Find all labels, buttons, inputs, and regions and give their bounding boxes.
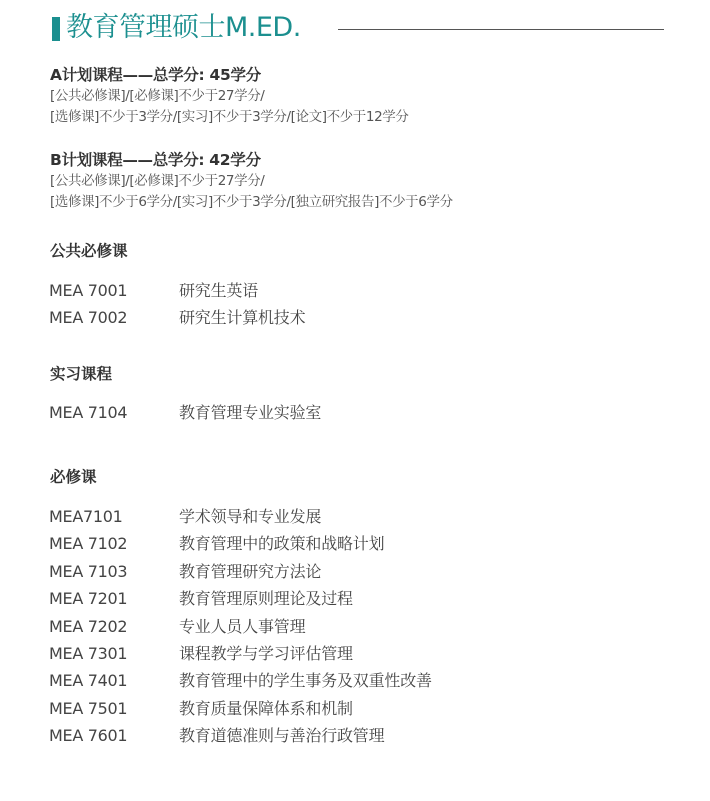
course-name: 研究生英语 <box>179 281 259 300</box>
course-name: 教育管理专业实验室 <box>179 403 322 422</box>
course-name: 教育管理研究方法论 <box>179 561 322 581</box>
course-row <box>49 503 549 530</box>
course-name: 教育管理原则理论及过程 <box>179 589 353 609</box>
plan-b-title: B计划课程——总学分: 42学分 <box>50 151 261 169</box>
course-name: 教育质量保障体系和机制 <box>179 698 353 718</box>
course-name: 教育管理中的政策和战略计划 <box>179 534 385 554</box>
page-header <box>52 14 664 46</box>
plan-b-credits-line-2: [选修课]不少于6学分/[实习]不少于3学分/[独立研究报告]不少于6学分 <box>50 194 453 210</box>
course-code: MEA 7401 <box>49 671 128 691</box>
course-code: MEA 7103 <box>49 561 128 581</box>
internship-heading: 实习课程 <box>50 365 113 383</box>
course-name: 专业人员人事管理 <box>179 616 306 636</box>
course-code: MEA 7301 <box>49 643 128 663</box>
required-heading: 必修课 <box>50 468 97 486</box>
course-code: MEA 7102 <box>49 534 128 554</box>
course-row <box>49 399 549 426</box>
course-row <box>49 613 549 640</box>
course-code: MEA 7201 <box>49 589 128 609</box>
course-row <box>49 530 549 557</box>
public-required-course-list <box>49 277 549 332</box>
plan-a-credits-line-1: [公共必修课]/[必修课]不少于27学分/ <box>50 88 265 104</box>
course-name: 研究生计算机技术 <box>179 308 306 328</box>
course-name: 教育道德准则与善治行政管理 <box>179 726 385 746</box>
course-code: MEA 7202 <box>49 616 128 636</box>
course-row <box>49 695 549 722</box>
required-course-list <box>49 503 549 750</box>
course-row <box>49 304 549 331</box>
title-divider <box>338 29 664 30</box>
page-title: 教育管理硕士M.ED. <box>66 12 301 43</box>
course-name: 教育管理中的学生事务及双重性改善 <box>179 671 432 691</box>
course-row <box>49 640 549 667</box>
internship-course-list <box>49 399 549 426</box>
course-code: MEA 7501 <box>49 698 128 718</box>
plan-a-title: A计划课程——总学分: 45学分 <box>50 66 261 84</box>
course-name: 学术领导和专业发展 <box>179 507 322 526</box>
public-required-heading: 公共必修课 <box>50 242 128 260</box>
plan-a <box>50 64 408 128</box>
course-row <box>49 558 549 585</box>
course-row <box>49 667 549 694</box>
course-row <box>49 277 549 304</box>
course-code: MEA 7002 <box>49 308 128 328</box>
course-row <box>49 722 549 749</box>
plan-a-credits-line-2: [选修课]不少于3学分/[实习]不少于3学分/[论文]不少于12学分 <box>50 109 409 125</box>
course-code: MEA 7001 <box>49 281 128 300</box>
title-accent-bar <box>52 17 60 41</box>
course-code: MEA 7104 <box>49 403 128 422</box>
course-row <box>49 585 549 612</box>
plan-b-credits-line-1: [公共必修课]/[必修课]不少于27学分/ <box>50 173 265 189</box>
course-code: MEA7101 <box>49 507 123 526</box>
plan-b <box>50 149 453 213</box>
course-code: MEA 7601 <box>49 726 128 746</box>
course-name: 课程教学与学习评估管理 <box>179 643 353 663</box>
